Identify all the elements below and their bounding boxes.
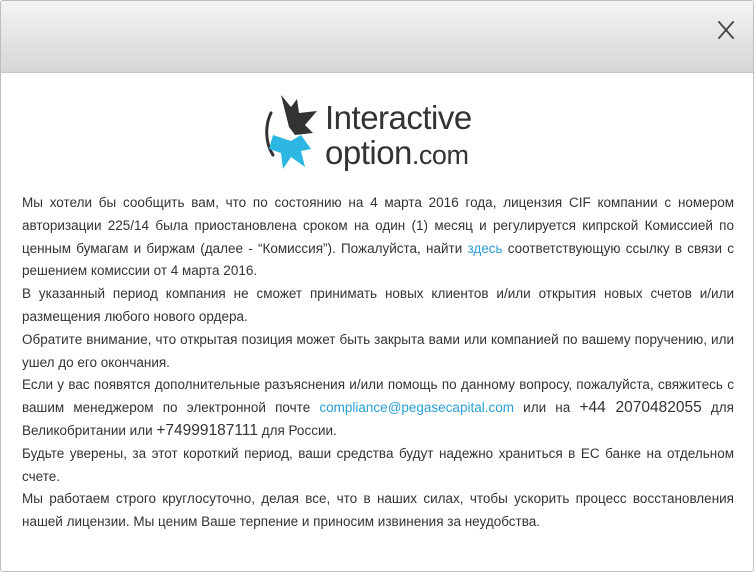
paragraph-contact-text-2: или на bbox=[513, 400, 580, 416]
paragraph-contact bbox=[22, 374, 734, 442]
phone-uk: +44 2070482055 bbox=[579, 399, 702, 417]
message-body bbox=[22, 192, 734, 534]
paragraph-contact-text-4: для России. bbox=[257, 422, 337, 438]
paragraph-contact-text-1: Если у вас появятся дополнительные разъяснения и/или помощь по данному вопросу, пожалуйста, свяжитесь с вашим менеджером по электронной почте bbox=[22, 377, 734, 416]
logo bbox=[261, 89, 501, 181]
paragraph-restrictions: В указанный период компания не сможет принимать новых клиентов и/или открытия новых счетов и/или размещения любого нового ордера. bbox=[22, 286, 734, 324]
phone-ru: +74999187111 bbox=[156, 421, 258, 439]
close-icon bbox=[717, 21, 735, 39]
close-button[interactable] bbox=[709, 13, 743, 47]
paragraph-contact-text-3: для Великобритании или bbox=[22, 400, 734, 438]
logo-line2-main: option bbox=[325, 134, 412, 171]
paragraph-license-text-2: соответствующую ссылку в связи с решением комиссии от 4 марта 2016. bbox=[22, 240, 734, 279]
paragraph-license bbox=[22, 192, 734, 283]
paragraph-funds-safety: Будьте уверены, за этот короткий период, ваши средства будут надежно храниться в ЕС банке на отдельном счете. bbox=[22, 445, 734, 484]
logo-mark-icon bbox=[261, 91, 323, 179]
commission-link[interactable]: здесь bbox=[467, 240, 503, 256]
logo-line2-domain: .com bbox=[411, 140, 469, 170]
logo-line2 bbox=[325, 136, 472, 169]
compliance-email-link[interactable]: compliance@pegasecapital.com bbox=[319, 400, 514, 416]
paragraph-apology: Мы работаем строго круглосуточно, делая все, что в наших силах, чтобы ускорить процесс восстановления нашей лицензии. Мы ценим Ваше терпение и приносим извинения за неудобства. bbox=[22, 491, 734, 530]
paragraph-open-positions: Обратите внимание, что открытая позиция может быть закрыта вами или компанией по вашему поручению, или ушел до его окончания. bbox=[22, 331, 734, 370]
logo-line1: Interactive bbox=[325, 99, 472, 136]
dialog-header bbox=[1, 1, 754, 73]
paragraph-license-text-1: Мы хотели бы сообщить вам, что по состоянию на 4 марта 2016 года, лицензия CIF компании с номером авторизации 225/14 была приостановлена сроком на один (1) месяц и регулируется кипрской Комиссией по ценным бумагам и биржам (далее - “Комиссия”). Пожалуйста, найти bbox=[22, 195, 734, 256]
logo-wordmark bbox=[325, 101, 472, 169]
